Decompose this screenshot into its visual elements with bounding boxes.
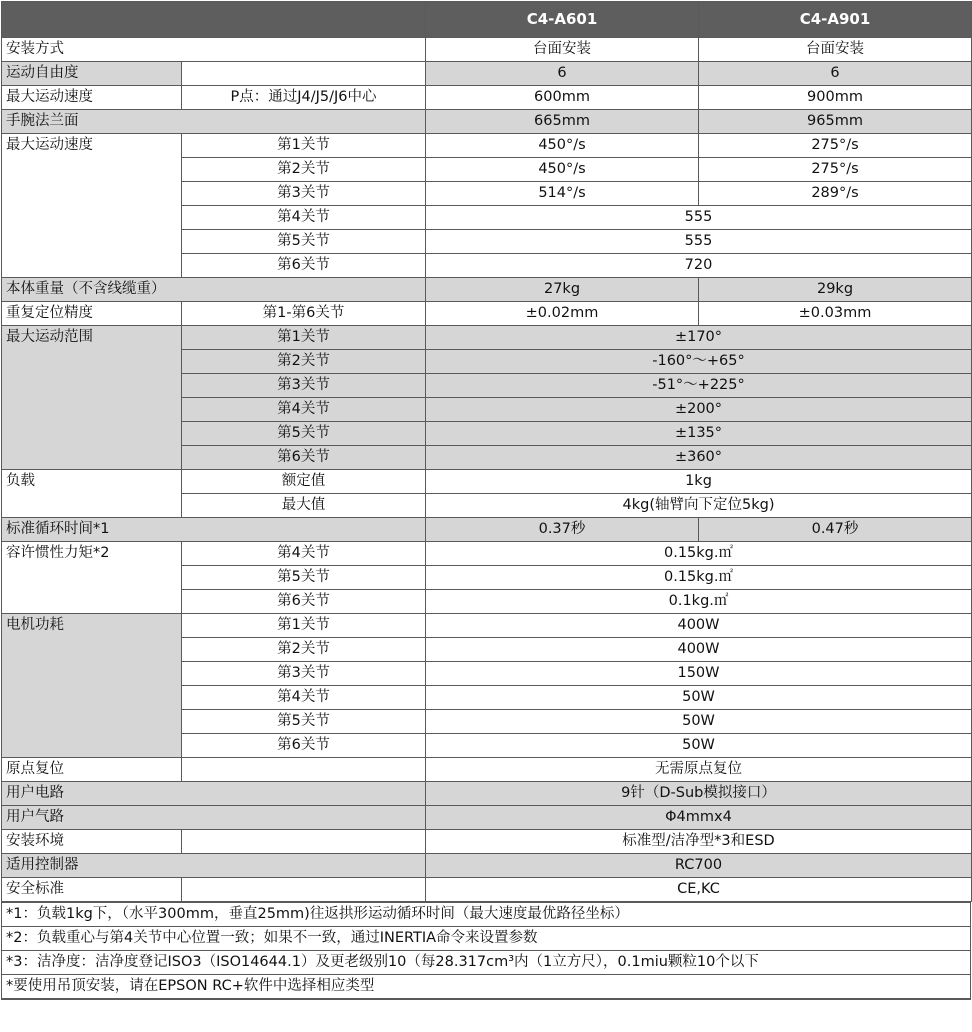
row-sub-rated: 额定值: [182, 470, 426, 494]
header-row: [2, 2, 972, 38]
value-max-speed-a: 600mm: [426, 86, 699, 110]
row-label-safety: 安全标准: [2, 878, 182, 902]
table-row: [2, 614, 972, 638]
row-sub-empty: [182, 830, 426, 854]
value-motor: 50W: [426, 686, 972, 710]
row-sub-joint: 第5关节: [182, 230, 426, 254]
value-range: ±200°: [426, 398, 972, 422]
table-row: [2, 806, 972, 830]
value-weight-b: 29kg: [699, 278, 972, 302]
row-label-joint-speed: 最大运动速度: [2, 134, 182, 278]
value-motor: 400W: [426, 614, 972, 638]
footnotes: [1, 902, 971, 1000]
row-label-motor: 电机功耗: [2, 614, 182, 758]
footnote: *要使用吊顶安装，请在EPSON RC+软件中选择相应类型: [2, 975, 971, 1000]
value-joint-speed-b: 289°/s: [699, 182, 972, 206]
value-joint-speed: 555: [426, 206, 972, 230]
row-label-cycle: 标准循环时间*1: [2, 518, 426, 542]
row-label-repeat: 重复定位精度: [2, 302, 182, 326]
row-sub-joint: 第6关节: [182, 446, 426, 470]
table-row: [2, 110, 972, 134]
table-row: [2, 326, 972, 350]
row-sub-joint: 第2关节: [182, 350, 426, 374]
table-row: [2, 854, 972, 878]
value-user-wiring: 9针（D-Sub模拟接口）: [426, 782, 972, 806]
row-label-weight: 本体重量（不含线缆重）: [2, 278, 426, 302]
row-sub-joint: 第5关节: [182, 422, 426, 446]
value-motor: 150W: [426, 662, 972, 686]
row-label-homing: 原点复位: [2, 758, 182, 782]
value-joint-speed-b: 275°/s: [699, 134, 972, 158]
value-controller: RC700: [426, 854, 972, 878]
table-row: [2, 518, 972, 542]
value-motor: 50W: [426, 734, 972, 758]
value-homing: 无需原点复位: [426, 758, 972, 782]
value-payload-rated: 1kg: [426, 470, 972, 494]
value-inertia: 0.1kg.㎡: [426, 590, 972, 614]
table-row: [2, 62, 972, 86]
row-label-user-air: 用户气路: [2, 806, 426, 830]
row-label-flange: 手腕法兰面: [2, 110, 426, 134]
row-sub-empty: [182, 62, 426, 86]
value-joint-speed-b: 275°/s: [699, 158, 972, 182]
value-flange-b: 965mm: [699, 110, 972, 134]
model-a-header: C4-A601: [426, 2, 699, 38]
value-joint-speed: 720: [426, 254, 972, 278]
row-sub-joint: 第2关节: [182, 158, 426, 182]
row-sub-empty: [182, 878, 426, 902]
value-safety: CE,KC: [426, 878, 972, 902]
row-sub-joint: 第3关节: [182, 182, 426, 206]
row-label-controller: 适用控制器: [2, 854, 426, 878]
value-cycle-b: 0.47秒: [699, 518, 972, 542]
table-row: [2, 302, 972, 326]
value-range: ±135°: [426, 422, 972, 446]
row-sub-joint: 第2关节: [182, 638, 426, 662]
row-sub-joint: 第6关节: [182, 734, 426, 758]
table-row: [2, 758, 972, 782]
value-cycle-a: 0.37秒: [426, 518, 699, 542]
value-joint-speed: 555: [426, 230, 972, 254]
value-joint-speed-a: 450°/s: [426, 158, 699, 182]
value-joint-speed-a: 514°/s: [426, 182, 699, 206]
row-sub-joint: 第6关节: [182, 254, 426, 278]
value-weight-a: 27kg: [426, 278, 699, 302]
header-blank-cell: [2, 2, 426, 38]
value-range: -51°～+225°: [426, 374, 972, 398]
row-sub-joint: 第4关节: [182, 542, 426, 566]
value-dof-b: 6: [699, 62, 972, 86]
spec-table: [1, 1, 972, 902]
table-row: [2, 278, 972, 302]
value-inertia: 0.15kg.㎡: [426, 566, 972, 590]
value-joint-speed-a: 450°/s: [426, 134, 699, 158]
row-sub-max: 最大值: [182, 494, 426, 518]
row-label-inertia: 容许惯性力矩*2: [2, 542, 182, 614]
footnote: *3：洁净度：洁净度登记ISO3（ISO14644.1）及更老级别10（每28.317cm³内（1立方尺），0.1miu颗粒10个以下: [2, 951, 971, 975]
table-row: [2, 878, 972, 902]
table-row: [2, 470, 972, 494]
value-install-a: 台面安装: [426, 38, 699, 62]
row-label-payload: 负载: [2, 470, 182, 518]
row-label-dof: 运动自由度: [2, 62, 182, 86]
value-install-b: 台面安装: [699, 38, 972, 62]
row-sub-empty: [182, 758, 426, 782]
row-sub-joint: 第4关节: [182, 686, 426, 710]
model-b-header: C4-A901: [699, 2, 972, 38]
footnote: *1：负载1kg下，（水平300mm，垂直25mm)往返拱形运动循环时间（最大速度最优路径坐标）: [2, 903, 971, 927]
table-row: [2, 782, 972, 806]
value-payload-max: 4kg(轴臂向下定位5kg): [426, 494, 972, 518]
row-label-environment: 安装环境: [2, 830, 182, 854]
value-environment: 标准型/洁净型*3和ESD: [426, 830, 972, 854]
value-range: ±360°: [426, 446, 972, 470]
value-range: -160°～+65°: [426, 350, 972, 374]
table-row: [2, 134, 972, 158]
value-dof-a: 6: [426, 62, 699, 86]
value-max-speed-b: 900mm: [699, 86, 972, 110]
table-row: [2, 542, 972, 566]
table-row: [2, 830, 972, 854]
row-label-max-speed: 最大运动速度: [2, 86, 182, 110]
value-range: ±170°: [426, 326, 972, 350]
row-sub-joint: 第3关节: [182, 662, 426, 686]
table-row: [2, 86, 972, 110]
value-repeat-b: ±0.03mm: [699, 302, 972, 326]
row-sub-joint: 第1关节: [182, 134, 426, 158]
footnote: *2：负载重心与第4关节中心位置一致；如果不一致，通过INERTIA命令来设置参数: [2, 927, 971, 951]
value-motor: 400W: [426, 638, 972, 662]
value-flange-a: 665mm: [426, 110, 699, 134]
row-sub-joints: 第1-第6关节: [182, 302, 426, 326]
row-label-user-wiring: 用户电路: [2, 782, 426, 806]
value-user-air: Φ4mmx4: [426, 806, 972, 830]
value-inertia: 0.15kg.㎡: [426, 542, 972, 566]
row-label-install: 安装方式: [2, 38, 426, 62]
row-sub-joint: 第4关节: [182, 206, 426, 230]
row-sub-p-point: P点：通过J4/J5/J6中心: [182, 86, 426, 110]
row-sub-joint: 第1关节: [182, 614, 426, 638]
row-sub-joint: 第4关节: [182, 398, 426, 422]
value-motor: 50W: [426, 710, 972, 734]
row-sub-joint: 第5关节: [182, 566, 426, 590]
row-sub-joint: 第6关节: [182, 590, 426, 614]
value-repeat-a: ±0.02mm: [426, 302, 699, 326]
row-label-range: 最大运动范围: [2, 326, 182, 470]
row-sub-joint: 第5关节: [182, 710, 426, 734]
table-row: [2, 38, 972, 62]
row-sub-joint: 第3关节: [182, 374, 426, 398]
row-sub-joint: 第1关节: [182, 326, 426, 350]
